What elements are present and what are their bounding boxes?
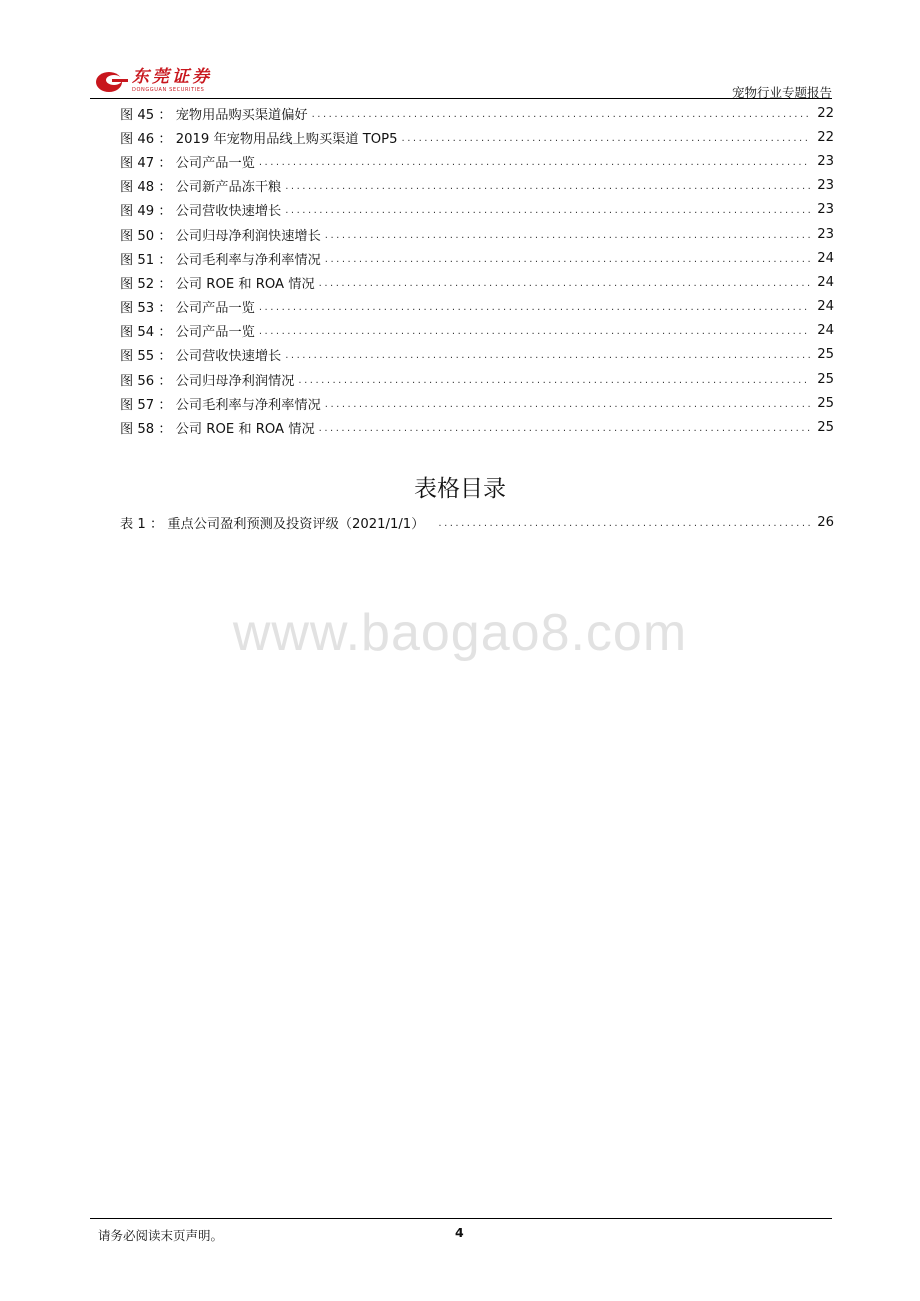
toc-entry-page: 24 (817, 250, 834, 266)
toc-entry-page: 25 (817, 371, 834, 387)
toc-entry-page: 24 (817, 299, 834, 315)
toc-entry[interactable] (120, 125, 834, 149)
toc-entry[interactable] (120, 367, 834, 391)
toc-entry-label: 图 49 ： 公司营收快速增长 (120, 204, 282, 220)
toc-leader-dots (325, 228, 810, 241)
toc-leader-dots (402, 131, 810, 144)
toc-entry-label: 图 52 ： 公司 ROE 和 ROA 情况 (120, 276, 315, 292)
toc-entry-label: 图 45 ： 宠物用品购买渠道偏好 (120, 107, 308, 123)
toc-entry-label: 图 54 ： 公司产品一览 (120, 325, 255, 341)
toc-entry-label: 图 56 ： 公司归母净利润情况 (120, 373, 295, 389)
footer-divider (90, 1218, 832, 1219)
toc-leader-dots (259, 300, 810, 313)
toc-entry-page: 25 (817, 395, 834, 411)
toc-leader-dots (259, 324, 810, 337)
toc-entry-page: 22 (817, 129, 834, 145)
report-title: 宠物行业专题报告 (731, 85, 832, 100)
table-list (120, 510, 834, 534)
toc-entry[interactable] (120, 174, 834, 198)
toc-leader-dots (325, 397, 810, 410)
company-logo (94, 68, 212, 94)
toc-entry-label: 图 57 ： 公司毛利率与净利率情况 (120, 397, 321, 413)
toc-entry[interactable] (120, 222, 834, 246)
toc-entry-page: 24 (817, 274, 834, 290)
toc-entry-label: 图 51 ： 公司毛利率与净利率情况 (120, 252, 321, 268)
toc-entry-page: 25 (817, 347, 834, 363)
logo-emblem-icon (94, 68, 128, 94)
toc-entry[interactable] (120, 270, 834, 294)
toc-entry[interactable] (120, 391, 834, 415)
toc-entry[interactable] (120, 246, 834, 270)
header-divider (90, 98, 832, 99)
toc-leader-dots (319, 421, 810, 434)
toc-entry[interactable] (120, 510, 834, 534)
toc-entry[interactable] (120, 319, 834, 343)
page-header (90, 64, 832, 100)
toc-entry-page: 22 (817, 105, 834, 121)
toc-leader-dots (298, 373, 810, 386)
toc-entry-page: 23 (817, 153, 834, 169)
toc-entry-label: 表 1 ： 重点公司盈利预测及投资评级（2021/1/1） (120, 516, 425, 532)
toc-leader-dots (319, 276, 810, 289)
logo-brand-cn: 东莞证券 (132, 67, 212, 87)
toc-entry[interactable] (120, 343, 834, 367)
toc-leader-dots (325, 252, 810, 265)
figure-list (120, 101, 834, 440)
toc-leader-dots (285, 179, 810, 192)
toc-entry-page: 23 (817, 178, 834, 194)
toc-leader-dots (312, 107, 810, 120)
toc-entry-page: 25 (817, 420, 834, 436)
toc-entry-label: 图 58 ： 公司 ROE 和 ROA 情况 (120, 422, 315, 438)
logo-brand-en: DONGGUAN SECURITIES (132, 87, 205, 93)
toc-entry[interactable] (120, 149, 834, 173)
toc-entry[interactable] (120, 415, 834, 439)
toc-leader-dots (259, 155, 810, 168)
toc-entry[interactable] (120, 198, 834, 222)
footer-disclaimer: 请务必阅读末页声明。 (98, 1228, 224, 1243)
toc-entry-page: 23 (817, 226, 834, 242)
toc-leader-dots (285, 348, 810, 361)
toc-entry-page: 23 (817, 202, 834, 218)
toc-entry-label: 图 46 ： 2019 年宠物用品线上购买渠道 TOP5 (120, 131, 398, 147)
toc-entry-label: 图 47 ： 公司产品一览 (120, 155, 255, 171)
toc-leader-dots (438, 516, 810, 529)
toc-entry[interactable] (120, 101, 834, 125)
toc-entry-label: 图 48 ： 公司新产品冻干粮 (120, 180, 282, 196)
toc-entry-label: 图 55 ： 公司营收快速增长 (120, 349, 282, 365)
table-list-heading: 表格目录 (414, 476, 506, 502)
toc-entry-page: 24 (817, 323, 834, 339)
toc-entry-label: 图 53 ： 公司产品一览 (120, 301, 255, 317)
page-number: 4 (455, 1225, 464, 1240)
watermark-text: www.baogao8.com (232, 604, 688, 662)
toc-entry-label: 图 50 ： 公司归母净利润快速增长 (120, 228, 321, 244)
toc-entry-page: 26 (817, 514, 834, 530)
toc-leader-dots (285, 203, 810, 216)
toc-entry[interactable] (120, 295, 834, 319)
